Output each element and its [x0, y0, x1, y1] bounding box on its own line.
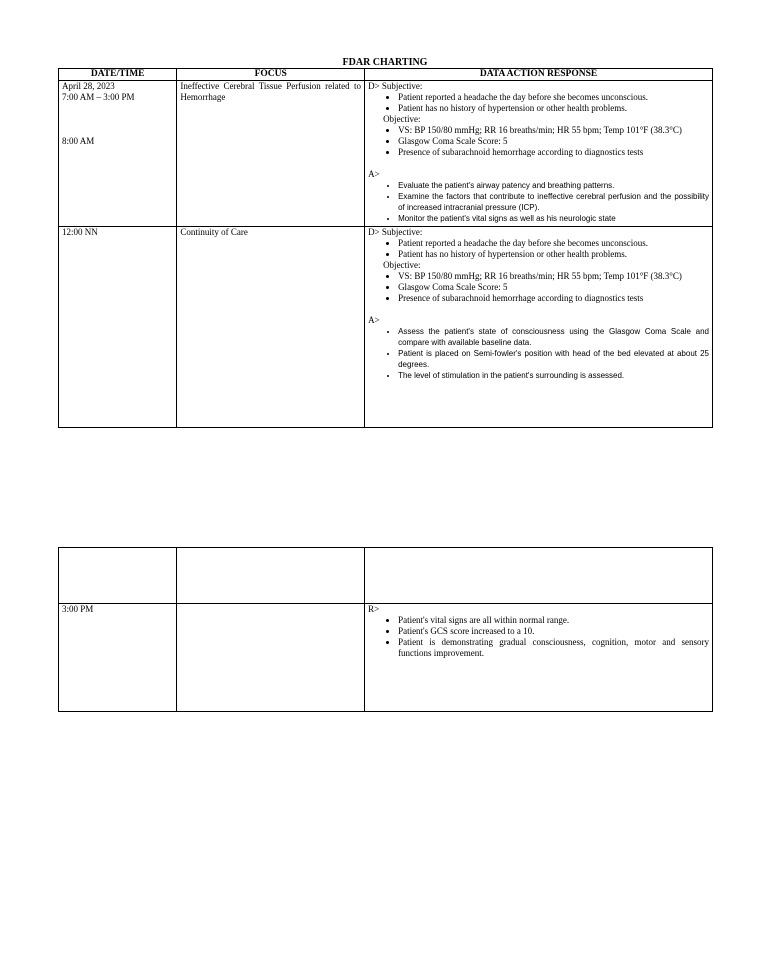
- list-item: • Glasgow Coma Scale Score: 5: [398, 136, 709, 147]
- fdar-table-page2: [58, 547, 713, 712]
- list-item: • Patient is demonstrating gradual consciousness, cognition, motor and sensory functions improvement.: [398, 637, 709, 659]
- list-item: • Patient reported a headache the day before she becomes unconscious.: [398, 238, 709, 249]
- focus-cell: Ineffective Cerebral Tissue Perfusion related to Hemorrhage: [177, 81, 365, 227]
- focus-cell: [177, 548, 365, 604]
- list-item: • Monitor the patient's vital signs as well as his neurologic state: [398, 213, 709, 224]
- list-item: • Examine the factors that contribute to ineffective cerebral perfusion and the possibility of increased intracranial pressure (ICP).: [398, 191, 709, 213]
- objective-list: [368, 125, 709, 158]
- list-item: • VS: BP 150/80 mmHg; RR 16 breaths/min; HR 55 bpm; Temp 101°F (38.3°C): [398, 271, 709, 282]
- datetime-cell: [59, 604, 177, 712]
- data-label: D> Subjective:: [368, 227, 423, 237]
- dar-cell: [365, 81, 713, 227]
- entry-time: 12:00 NN: [62, 227, 98, 237]
- table-row: [59, 227, 713, 428]
- objective-list: [368, 271, 709, 304]
- list-item: • Patient is placed on Semi-fowler's position with head of the bed elevated at about 25 degrees.: [398, 348, 709, 370]
- data-label: D> Subjective:: [368, 81, 423, 91]
- dar-cell: [365, 227, 713, 428]
- subjective-list: [368, 238, 709, 260]
- entry-time-2: 8:00 AM: [62, 136, 95, 146]
- focus-cell: Continuity of Care: [177, 227, 365, 428]
- action-label: A>: [368, 169, 380, 179]
- focus-cell: [177, 604, 365, 712]
- list-item: • The level of stimulation in the patient's surrounding is assessed.: [398, 370, 709, 381]
- dar-cell: [365, 548, 713, 604]
- list-item: • Assess the patient's state of consciousness using the Glasgow Coma Scale and compare with available baseline data.: [398, 326, 709, 348]
- header-dar: DATA ACTION RESPONSE: [365, 69, 713, 81]
- page-title: FDAR CHARTING: [342, 57, 428, 68]
- list-item: • Patient has no history of hypertension or other health problems.: [398, 249, 709, 260]
- entry-date: April 28, 2023: [62, 81, 115, 91]
- action-list: [368, 180, 709, 224]
- entry-time: 3:00 PM: [62, 604, 94, 614]
- list-item: • Patient has no history of hypertension or other health problems.: [398, 103, 709, 114]
- table-row: [59, 604, 713, 712]
- datetime-cell: [59, 227, 177, 428]
- header-row: [59, 69, 713, 81]
- list-item: • Glasgow Coma Scale Score: 5: [398, 282, 709, 293]
- list-item: • Patient's GCS score increased to a 10.: [398, 626, 709, 637]
- subjective-list: [368, 92, 709, 114]
- dar-cell: [365, 604, 713, 712]
- table-row: [59, 548, 713, 604]
- list-item: • Evaluate the patient's airway patency and breathing patterns.: [398, 180, 709, 191]
- response-list: [368, 615, 709, 659]
- list-item: • Presence of subarachnoid hemorrhage according to diagnostics tests: [398, 293, 709, 304]
- response-label: R>: [368, 604, 380, 614]
- list-item: • Patient reported a headache the day before she becomes unconscious.: [398, 92, 709, 103]
- objective-label: Objective:: [383, 260, 421, 270]
- table-row: [59, 81, 713, 227]
- action-label: A>: [368, 315, 380, 325]
- entry-time: 7:00 AM – 3:00 PM: [62, 92, 135, 102]
- list-item: • Presence of subarachnoid hemorrhage according to diagnostics tests: [398, 147, 709, 158]
- list-item: • Patient's vital signs are all within normal range.: [398, 615, 709, 626]
- fdar-table-page1: [58, 68, 713, 428]
- datetime-cell: [59, 548, 177, 604]
- list-item: • VS: BP 150/80 mmHg; RR 16 breaths/min; HR 55 bpm; Temp 101°F (38.3°C): [398, 125, 709, 136]
- header-focus: FOCUS: [177, 69, 365, 81]
- objective-label: Objective:: [383, 114, 421, 124]
- datetime-cell: [59, 81, 177, 227]
- action-list: [368, 326, 709, 381]
- header-datetime: DATE/TIME: [59, 69, 177, 81]
